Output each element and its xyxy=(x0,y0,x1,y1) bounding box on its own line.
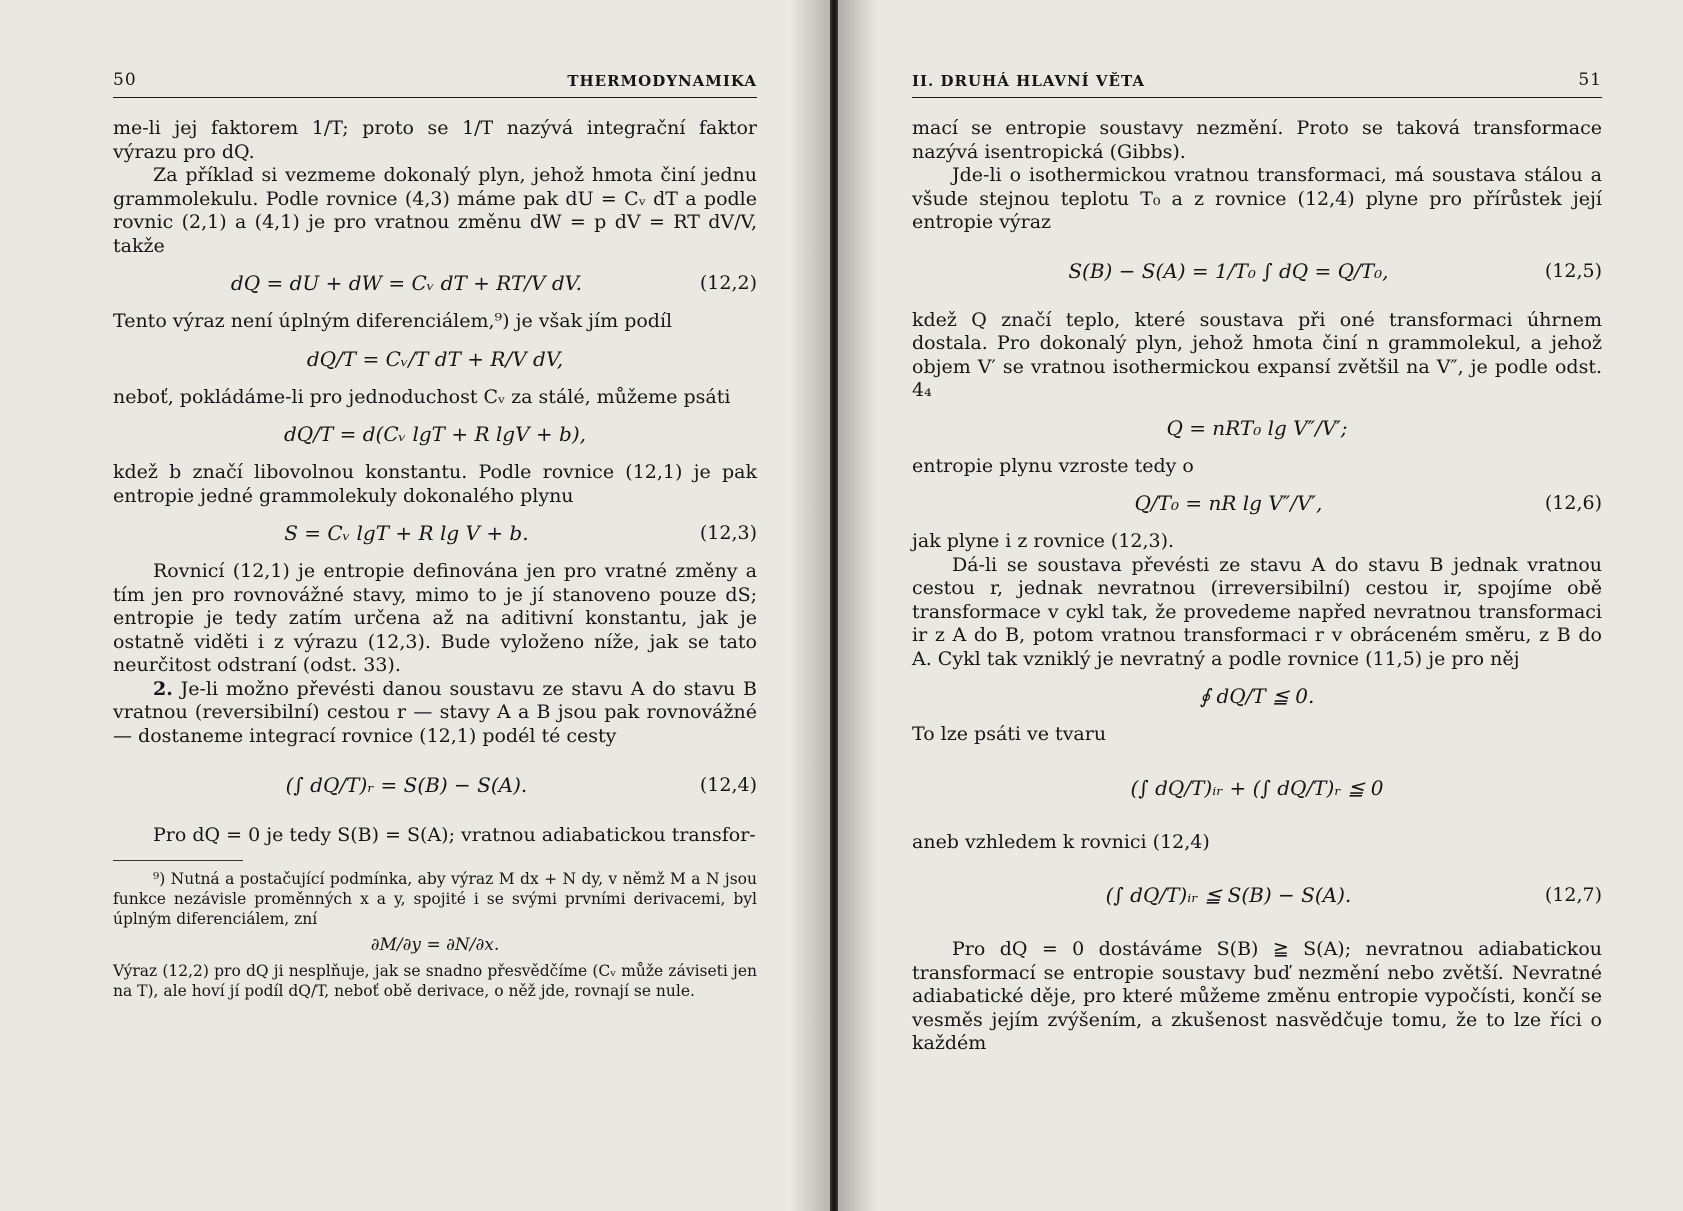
left-page xyxy=(0,0,830,1211)
paragraph: neboť, pokládáme-li pro jednoduchost Cᵥ za stálé, můžeme psáti xyxy=(113,385,731,408)
left-page-body xyxy=(113,117,757,1001)
paragraph: Jde-li o isothermickou vratnou transformaci, má soustava stálou a všude stejnou teplotu T₀ a z rovnice (12,4) plyne pro přírůstek její entropie výraz xyxy=(912,164,1602,233)
right-page-body xyxy=(912,117,1602,1056)
paragraph: Tento výraz není úplným diferenciálem,⁹) je však jím podíl xyxy=(113,310,673,332)
equation-text: Q/T₀ = nR lg V″/V′, xyxy=(1134,491,1323,516)
paragraph: Za příklad si vezmeme dokonalý plyn, jehož hmota činí jednu grammolekulu. Podle rovnice (4,3) máme pak dU = Cᵥ dT a podle rovnic (2,1) a (4,1) je pro vratnou změnu dW = p dV = RT dV/V, takže xyxy=(113,164,757,257)
equation-text: S(B) − S(A) = 1/T₀ ∫ dQ = Q/T₀, xyxy=(1068,258,1389,283)
equation-text: (∫ dQ/T)ᵣ = S(B) − S(A). xyxy=(285,773,528,798)
equation-text: (∫ dQ/T)ᵢᵣ ≦ S(B) − S(A). xyxy=(1105,883,1352,908)
equation xyxy=(912,753,1602,825)
equation-text: S = Cᵥ lgT + R lg V + b. xyxy=(284,521,529,546)
footnote xyxy=(113,869,757,1001)
equation-text: Q = nRT₀ lg V″/V′; xyxy=(1166,415,1348,440)
footnote-text: Výraz (12,2) pro dQ ji nesplňuje, jak se snadno přesvědčíme (Cᵥ může záviseti jen na T), ale hoví jí podíl dQ/T, neboť obě derivace, o něž jde, rovnají se nule. xyxy=(113,961,757,1000)
right-page-header xyxy=(912,70,1602,92)
equation-text: dQ = dU + dW = Cᵥ dT + RT/V dV. xyxy=(230,271,582,296)
running-head: THERMODYNAMIKA xyxy=(567,72,757,90)
right-page xyxy=(838,0,1683,1211)
header-rule xyxy=(113,97,757,98)
paragraph: Rovnicí (12,1) je entropie definována jen pro vratné změny a tím jen pro rovnovážné stavy, mimo to je jí stanoveno pouze dS; entropie je tedy zatím určena až na aditivní konstantu, jak je ostatně viděti i z výrazu (12,3). Bude vyloženo níže, jak se tato neurčitost odstraní (odst. 33). xyxy=(113,560,757,676)
equation-text: dQ/T = d(Cᵥ lgT + R lgV + b), xyxy=(284,422,586,447)
equation-12-3 xyxy=(113,514,757,554)
page-number: 51 xyxy=(1578,70,1602,90)
footnote-rule xyxy=(113,860,243,861)
equation-12-4 xyxy=(113,754,757,818)
paragraph: jak plyne i z rovnice (12,3). xyxy=(912,530,1175,552)
paragraph: mací se entropie soustavy nezmění. Proto se taková transformace nazývá isentropická (Gibbs). xyxy=(912,117,1602,163)
paragraph: Pro dQ = 0 je tedy S(B) = S(A); vratnou adiabatickou transfor- xyxy=(153,824,756,846)
book-gutter xyxy=(830,0,838,1211)
equation xyxy=(113,415,757,455)
equation-12-7 xyxy=(912,860,1602,932)
paragraph: aneb vzhledem k rovnici (12,4) xyxy=(912,830,1210,853)
equation xyxy=(912,677,1602,717)
footnote-text: ⁹) Nutná a postačující podmínka, aby výraz M dx + N dy, v němž M a N jsou funkce nezávisle proměnných x a y, spojité i se svými prvními derivacemi, byl úplným diferenciálem, zní xyxy=(113,869,757,928)
section-number: 2. xyxy=(153,677,173,700)
footnote-equation: ∂M/∂y = ∂N/∂x. xyxy=(370,934,500,955)
paragraph: kdež Q značí teplo, které soustava při oné transformaci úhrnem dostala. Pro dokonalý plyn, jehož hmota činí n grammolekul, a jehož objem V′ se vratnou isothermickou expansí zvětšil na V″, je podle odst. 4₄ xyxy=(912,308,1602,401)
equation-number: (12,2) xyxy=(699,272,757,295)
equation-12-5 xyxy=(912,241,1602,303)
running-head: II. DRUHÁ HLAVNÍ VĚTA xyxy=(912,72,1145,90)
equation-number: (12,6) xyxy=(1544,492,1602,515)
equation xyxy=(113,340,757,380)
equation-number: (12,5) xyxy=(1544,259,1602,282)
paragraph: To lze psáti ve tvaru xyxy=(912,723,1107,745)
paragraph xyxy=(113,678,757,749)
page-number: 50 xyxy=(113,70,137,90)
equation xyxy=(912,409,1602,449)
left-page-header xyxy=(113,70,757,92)
equation-number: (12,3) xyxy=(699,522,757,545)
equation-text: dQ/T = Cᵥ/T dT + R/V dV, xyxy=(306,346,564,371)
paragraph: me-li jej faktorem 1/T; proto se 1/T nazývá integrační faktor výrazu pro dQ. xyxy=(113,117,757,163)
equation-number: (12,7) xyxy=(1544,884,1602,907)
page-shadow xyxy=(838,0,878,1211)
equation-text: (∫ dQ/T)ᵢᵣ + (∫ dQ/T)ᵣ ≦ 0 xyxy=(1130,775,1384,800)
equation-12-2 xyxy=(113,264,757,304)
header-rule xyxy=(912,97,1602,98)
paragraph: Dá-li se soustava převésti ze stavu A do stavu B jednak vratnou cestou r, jednak nevratnou (irreversibilní) cestou ir, spojíme obě transformace v cykl tak, že provedeme napřed nevratnou transformaci ir z A do B, potom vratnou transformaci r v obráceném směru, z B do A. Cykl tak vzniklý je nevratný a podle rovnice (11,5) je pro něj xyxy=(912,553,1602,670)
paragraph: Pro dQ = 0 dostáváme S(B) ≧ S(A); nevratnou adiabatickou transformací se entropie soustavy buď nezmění nebo zvětší. Nevratné adiabatické děje, pro které můžeme změnu entropie vypočísti, končí se vesměs jejím zvýšením, a zkušenost nasvědčuje tomu, že to lze říci o každém xyxy=(912,938,1602,1054)
page-shadow xyxy=(790,0,830,1211)
paragraph: kdež b značí libovolnou konstantu. Podle rovnice (12,1) je pak entropie jedné grammolekuly dokonalého plynu xyxy=(113,461,757,507)
paragraph: entropie plynu vzroste tedy o xyxy=(912,454,1194,477)
equation-number: (12,4) xyxy=(699,774,757,797)
equation-text: ∮ dQ/T ≦ 0. xyxy=(1199,684,1315,709)
paragraph-text: Je-li možno převésti danou soustavu ze stavu A do stavu B vratnou (reversibilní) cestou r — stavy A a B jsou pak rovnovážné — dostaneme integrací rovnice (12,1) podél té cesty xyxy=(113,677,757,747)
equation-12-6 xyxy=(912,484,1602,524)
